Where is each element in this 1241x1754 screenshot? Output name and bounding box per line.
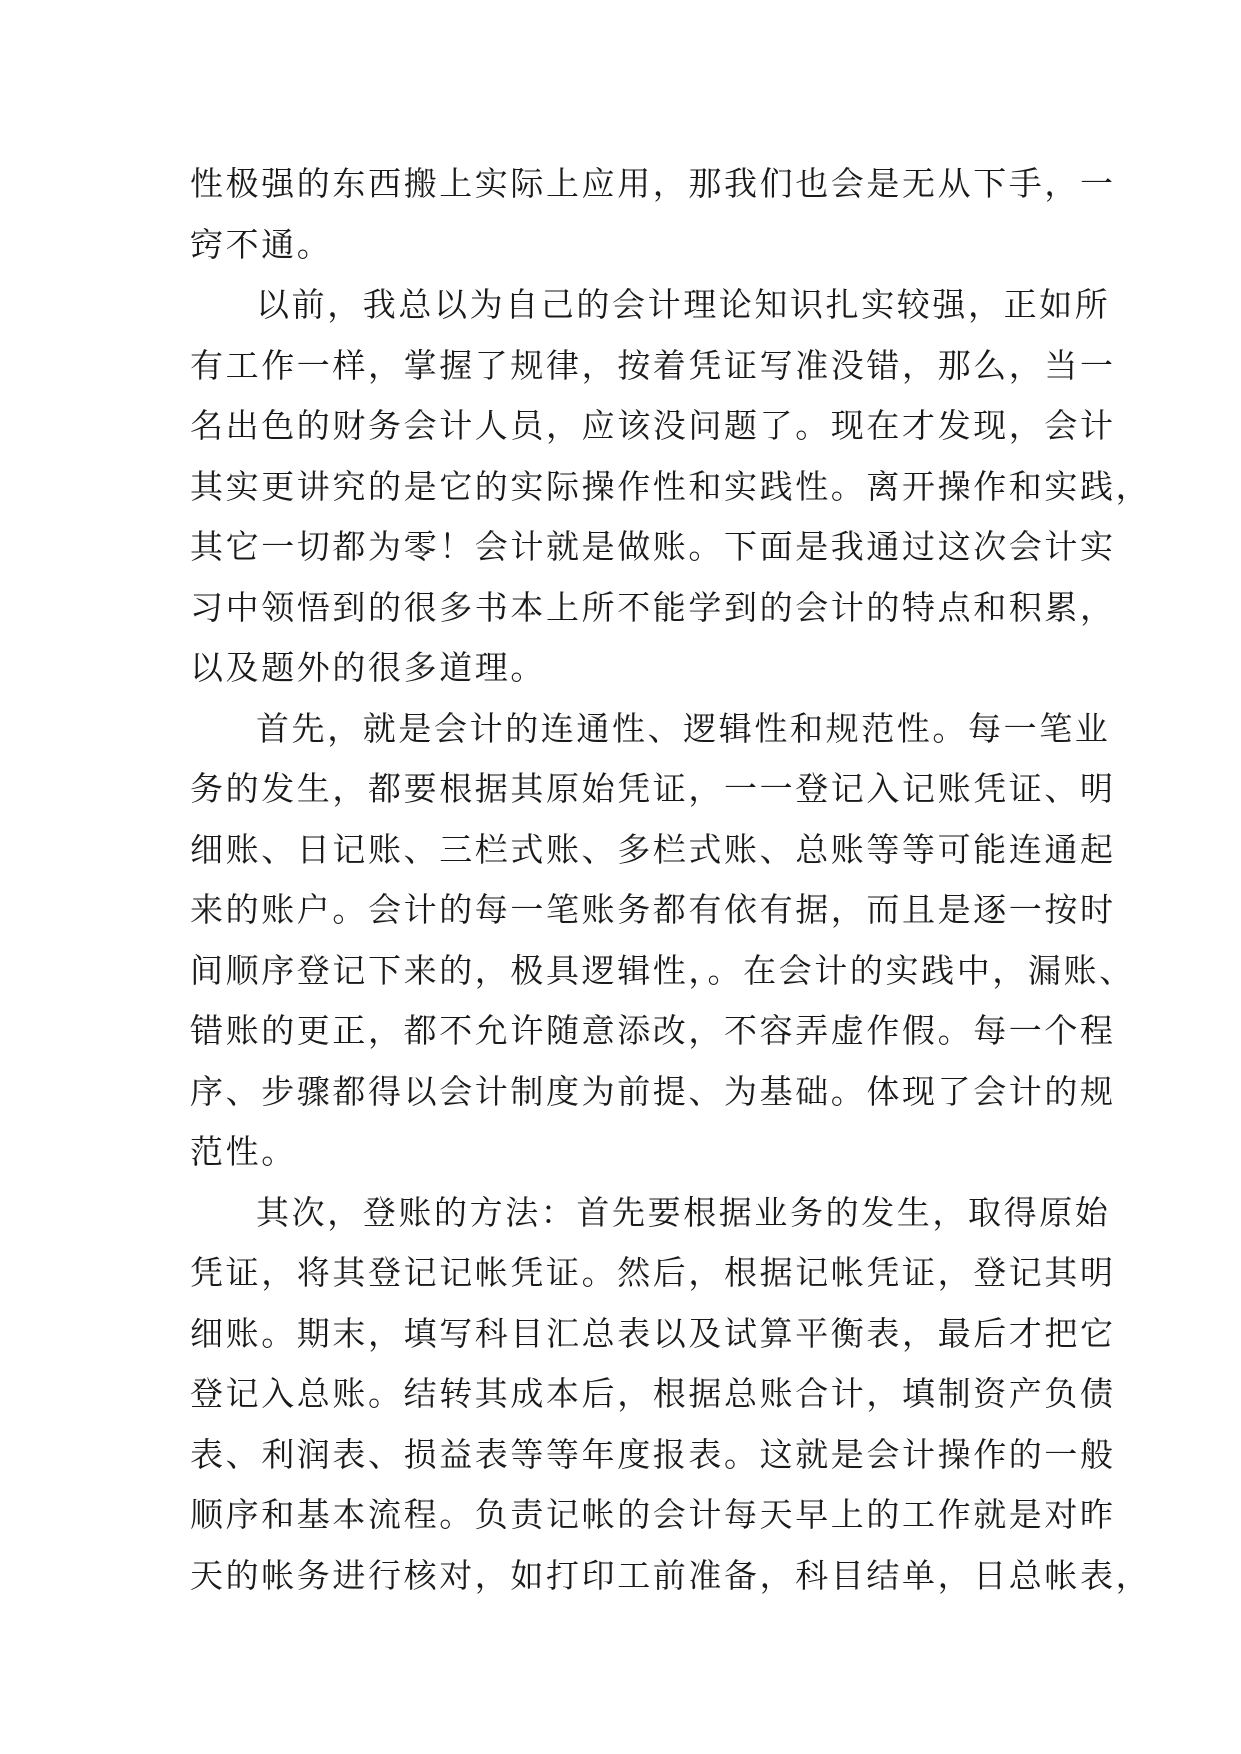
text-line: 其它一切都为零！会计就是做账。下面是我通过这次会计实: [190, 527, 1116, 566]
text-line: 其实更讲究的是它的实际操作性和实践性。离开操作和实践，: [190, 466, 1152, 506]
paragraph-start-line: 以前，我总以为自己的会计理论知识扎实较强，正如所: [256, 285, 1111, 324]
text-line: 间顺序登记下来的，极具逻辑性，。在会计的实践中，漏账、: [190, 950, 1135, 990]
text-line: 表、利润表、损益表等等年度报表。这就是会计操作的一般: [190, 1434, 1116, 1474]
document-body: [190, 154, 1152, 1606]
text-line: 细账。期末，填写科目汇总表以及试算平衡表，最后才把它: [190, 1313, 1116, 1353]
text-line: 习中领悟到的很多书本上所不能学到的会计的特点和积累，: [190, 587, 1116, 627]
text-line: 登记入总账。结转其成本后，根据总账合计，填制资产负债: [190, 1374, 1116, 1413]
paragraph-start-line: 首先，就是会计的连通性、逻辑性和规范性。每一笔业: [256, 708, 1111, 748]
text-line: 来的账户。会计的每一笔账务都有依有据，而且是逐一按时: [190, 890, 1116, 929]
text-line: 窍不通。: [190, 224, 333, 264]
text-line: 细账、日记账、三栏式账、多栏式账、总账等等可能连通起: [190, 829, 1116, 869]
text-line: 顺序和基本流程。负责记帐的会计每天早上的工作就是对昨: [190, 1495, 1116, 1534]
text-line: 凭证，将其登记记帐凭证。然后，根据记帐凭证，登记其明: [190, 1253, 1116, 1292]
text-line: 序、步骤都得以会计制度为前提、为基础。体现了会计的规: [190, 1071, 1116, 1111]
text-line: 性极强的东西搬上实际上应用，那我们也会是无从下手，一: [190, 164, 1116, 203]
text-line: 错账的更正，都不允许随意添改，不容弄虚作假。每一个程: [190, 1011, 1116, 1050]
text-line: 以及题外的很多道理。: [190, 648, 546, 687]
text-line: 务的发生，都要根据其原始凭证，一一登记入记账凭证、明: [190, 769, 1116, 808]
paragraph-start-line: 其次，登账的方法：首先要根据业务的发生，取得原始: [256, 1192, 1111, 1232]
text-line: 有工作一样，掌握了规律，按着凭证写准没错，那么，当一: [190, 345, 1116, 385]
text-line: 范性。: [190, 1132, 297, 1171]
text-line: 名出色的财务会计人员，应该没问题了。现在才发现，会计: [190, 406, 1116, 445]
text-line: 天的帐务进行核对，如打印工前准备，科目结单，日总帐表，: [190, 1555, 1152, 1595]
